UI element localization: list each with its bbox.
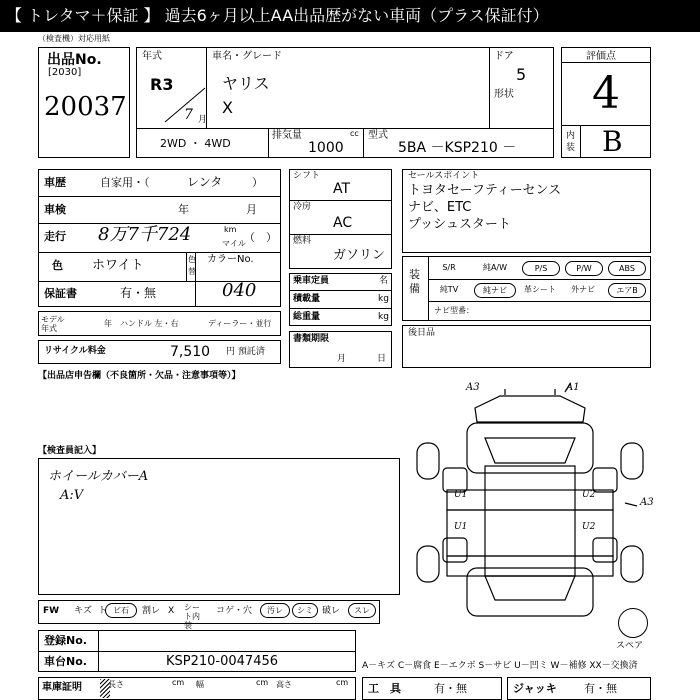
cond-tear: 破レ — [322, 606, 341, 616]
weight-label: 総重量 — [293, 312, 321, 322]
cert-width: 幅 — [196, 680, 204, 689]
equip-genuine-navi: 純ナビ — [474, 283, 516, 298]
diagram-mark-u1-left: U1 — [454, 490, 468, 500]
selling-point-3: プッシュスタート — [408, 217, 511, 232]
mileage-value: 8万7千724 — [98, 224, 192, 245]
cond-fw: FW — [43, 606, 60, 616]
drive-label: 2WD ・ 4WD — [160, 137, 231, 150]
color-code-label: カラーNo. — [207, 254, 254, 265]
legend: A－キズ C－腐食 E－エクボ S－サビ U－凹ミ W－補修 XX－交換済 — [362, 661, 638, 671]
diagram-mark-u2-right: U2 — [582, 490, 596, 500]
capacity-unit: 名 — [379, 276, 389, 286]
model-type-dealer: ディーラー・並行 — [208, 319, 272, 328]
recycle-label: リサイクル料金 — [44, 346, 106, 356]
color-code-value: 040 — [222, 280, 257, 301]
lot-small-code: [2030] — [48, 67, 82, 78]
interior-label: 内装 — [566, 131, 576, 153]
lot-label: 出品No. — [47, 52, 102, 68]
year-label: 年式 — [142, 51, 162, 62]
doors-label: ドア — [494, 51, 514, 62]
cert-length: 長さ — [108, 680, 124, 689]
mileage-km: km — [224, 225, 237, 234]
tools-value: 有・無 — [434, 682, 467, 695]
inspection-label: 車検 — [44, 203, 66, 216]
cond-crack: 割レ — [142, 606, 161, 616]
doc-deadline-month: 月 — [337, 354, 347, 364]
model-label: 車名・グレード — [212, 51, 282, 62]
history-own: 自家用・（ — [100, 176, 150, 189]
displacement-value: 1000 — [308, 140, 344, 156]
lot-number: 20037 — [44, 92, 127, 122]
shift-label: シフト — [293, 171, 321, 181]
load-unit: kg — [378, 294, 389, 304]
doc-deadline-day: 日 — [377, 354, 387, 364]
selling-point-1: トヨタセーフティーセンス — [408, 183, 562, 198]
cond-stain: シミ — [292, 603, 318, 618]
type-value: 5BA －KSP210 － — [398, 140, 517, 156]
fuel-value: ガソリン — [333, 248, 386, 263]
cert-length-cm: cm — [172, 678, 185, 687]
model-name: ヤリス — [222, 74, 270, 93]
doc-deadline-label: 書類期限 — [293, 334, 330, 344]
weight-unit: kg — [378, 312, 389, 322]
year-month-unit: 月 — [198, 115, 208, 125]
doors-value: 5 — [516, 65, 527, 84]
model-type-label: モデル年式 — [41, 315, 65, 333]
jack-label: ジャッキ — [513, 682, 557, 695]
inspector-section-label: 【検査員記入】 — [38, 446, 102, 456]
recycle-value: 7,510 — [170, 344, 211, 360]
warranty-label: 保証書 — [44, 287, 77, 300]
tools-label: 工 具 — [368, 682, 401, 695]
aircon-label: 冷房 — [293, 202, 312, 212]
cert-height-cm: cm — [336, 678, 349, 687]
equip-aftermarket-navi: 外ナビ — [571, 285, 595, 294]
spare-label: スペア — [616, 641, 644, 651]
diagram-mark-u1-left-lower: U1 — [454, 522, 468, 532]
inspector-note-2: A:V — [60, 488, 84, 503]
equip-nav-model-label: ナビ型番： — [434, 306, 474, 315]
cond-rub: スレ — [348, 603, 376, 618]
shift-value: AT — [333, 181, 351, 197]
equip-sunroof: S/R — [442, 263, 456, 272]
chassis-value: KSP210-0047456 — [166, 654, 279, 669]
selling-point-2: ナビ、ETC — [408, 200, 472, 215]
chassis-label: 車台No. — [44, 655, 87, 668]
diagram-mark-a3-right: A3 — [640, 497, 654, 508]
color-swap-label: 色替 — [188, 255, 196, 276]
mileage-mile: マイル — [222, 239, 246, 248]
interior-value: B — [602, 125, 623, 158]
history-label: 車歴 — [44, 176, 66, 189]
banner: 【 トレタマ＋保証 】 過去6ヶ月以上AA出品歴がない車両（プラス保証付） — [0, 0, 700, 32]
warranty-value: 有・無 — [120, 286, 157, 300]
load-label: 積載量 — [293, 294, 321, 304]
register-label: 登録No. — [44, 634, 87, 647]
recycle-unit: 円 預託済 — [226, 347, 265, 357]
capacity-label: 乗車定員 — [293, 276, 330, 286]
diagram-mark-a3-top: A3 — [466, 382, 480, 393]
cond-seat-interior: シート内装 — [184, 603, 200, 630]
model-type-year: 年 — [104, 319, 112, 328]
selling-points-label: セールスポイント — [408, 171, 480, 181]
cond-dirt: 汚レ — [260, 603, 290, 618]
year-era: R3 — [150, 75, 174, 94]
type-label: 型式 — [368, 130, 388, 141]
color-value: ホワイト — [92, 258, 144, 273]
color-label: 色 — [52, 259, 63, 272]
cond-chip: ビ石 — [105, 603, 137, 618]
shape-label: 形状 — [494, 89, 514, 100]
cert-width-cm: cm — [256, 678, 269, 687]
diagram-mark-u2-right-lower: U2 — [582, 522, 596, 532]
post-entry-box — [402, 325, 651, 368]
equipment-label: 装備 — [409, 268, 420, 295]
jack-value: 有・無 — [584, 682, 617, 695]
equip-tv: 純TV — [439, 285, 459, 294]
score-value: 4 — [592, 68, 620, 119]
cert-height: 高さ — [276, 680, 292, 689]
score-label: 評価点 — [586, 51, 616, 62]
equip-power-window: P/W — [565, 261, 603, 276]
aircon-value: AC — [333, 215, 353, 231]
diagram-mark-a1-top: A1 — [566, 382, 580, 393]
equip-power-steering: P/S — [522, 261, 560, 276]
model-type-handle: ハンドル 左・右 — [120, 319, 179, 328]
history-value: レンタ — [187, 175, 223, 189]
cond-x: X — [168, 606, 175, 616]
inspector-note-1: ホイールカバーA — [48, 469, 149, 484]
cond-to: ト — [98, 606, 108, 616]
fuel-label: 燃料 — [293, 236, 312, 246]
equip-airbag: エアB — [608, 283, 646, 298]
model-grade: X — [222, 98, 233, 117]
equip-abs: ABS — [608, 261, 646, 276]
top-note: （検査機）対応用紙 — [38, 34, 110, 43]
post-entry-label: 後日品 — [408, 328, 436, 338]
spare-tire-icon — [618, 608, 648, 638]
seller-section-label: 【出品店申告欄（不良箇所・欠品・注意事項等）】 — [38, 371, 241, 381]
cert-label: 車庫証明 — [42, 682, 82, 693]
equip-alloy-wheel: 純A/W — [482, 263, 508, 272]
inspection-year: 年 — [178, 203, 189, 216]
mileage-paren: （ ） — [244, 231, 277, 244]
cond-burn-hole: コゲ・穴 — [216, 606, 253, 616]
equip-leather-seat: 革シート — [524, 285, 556, 294]
mileage-label: 走行 — [44, 230, 66, 243]
inspection-month: 月 — [246, 203, 257, 216]
car-diagram — [405, 378, 660, 628]
displacement-label: 排気量 — [272, 130, 302, 141]
year-month: 7 — [184, 107, 193, 123]
displacement-unit: cc — [350, 129, 359, 138]
history-close: ） — [252, 176, 263, 189]
cond-scratch: キズ — [74, 606, 92, 616]
